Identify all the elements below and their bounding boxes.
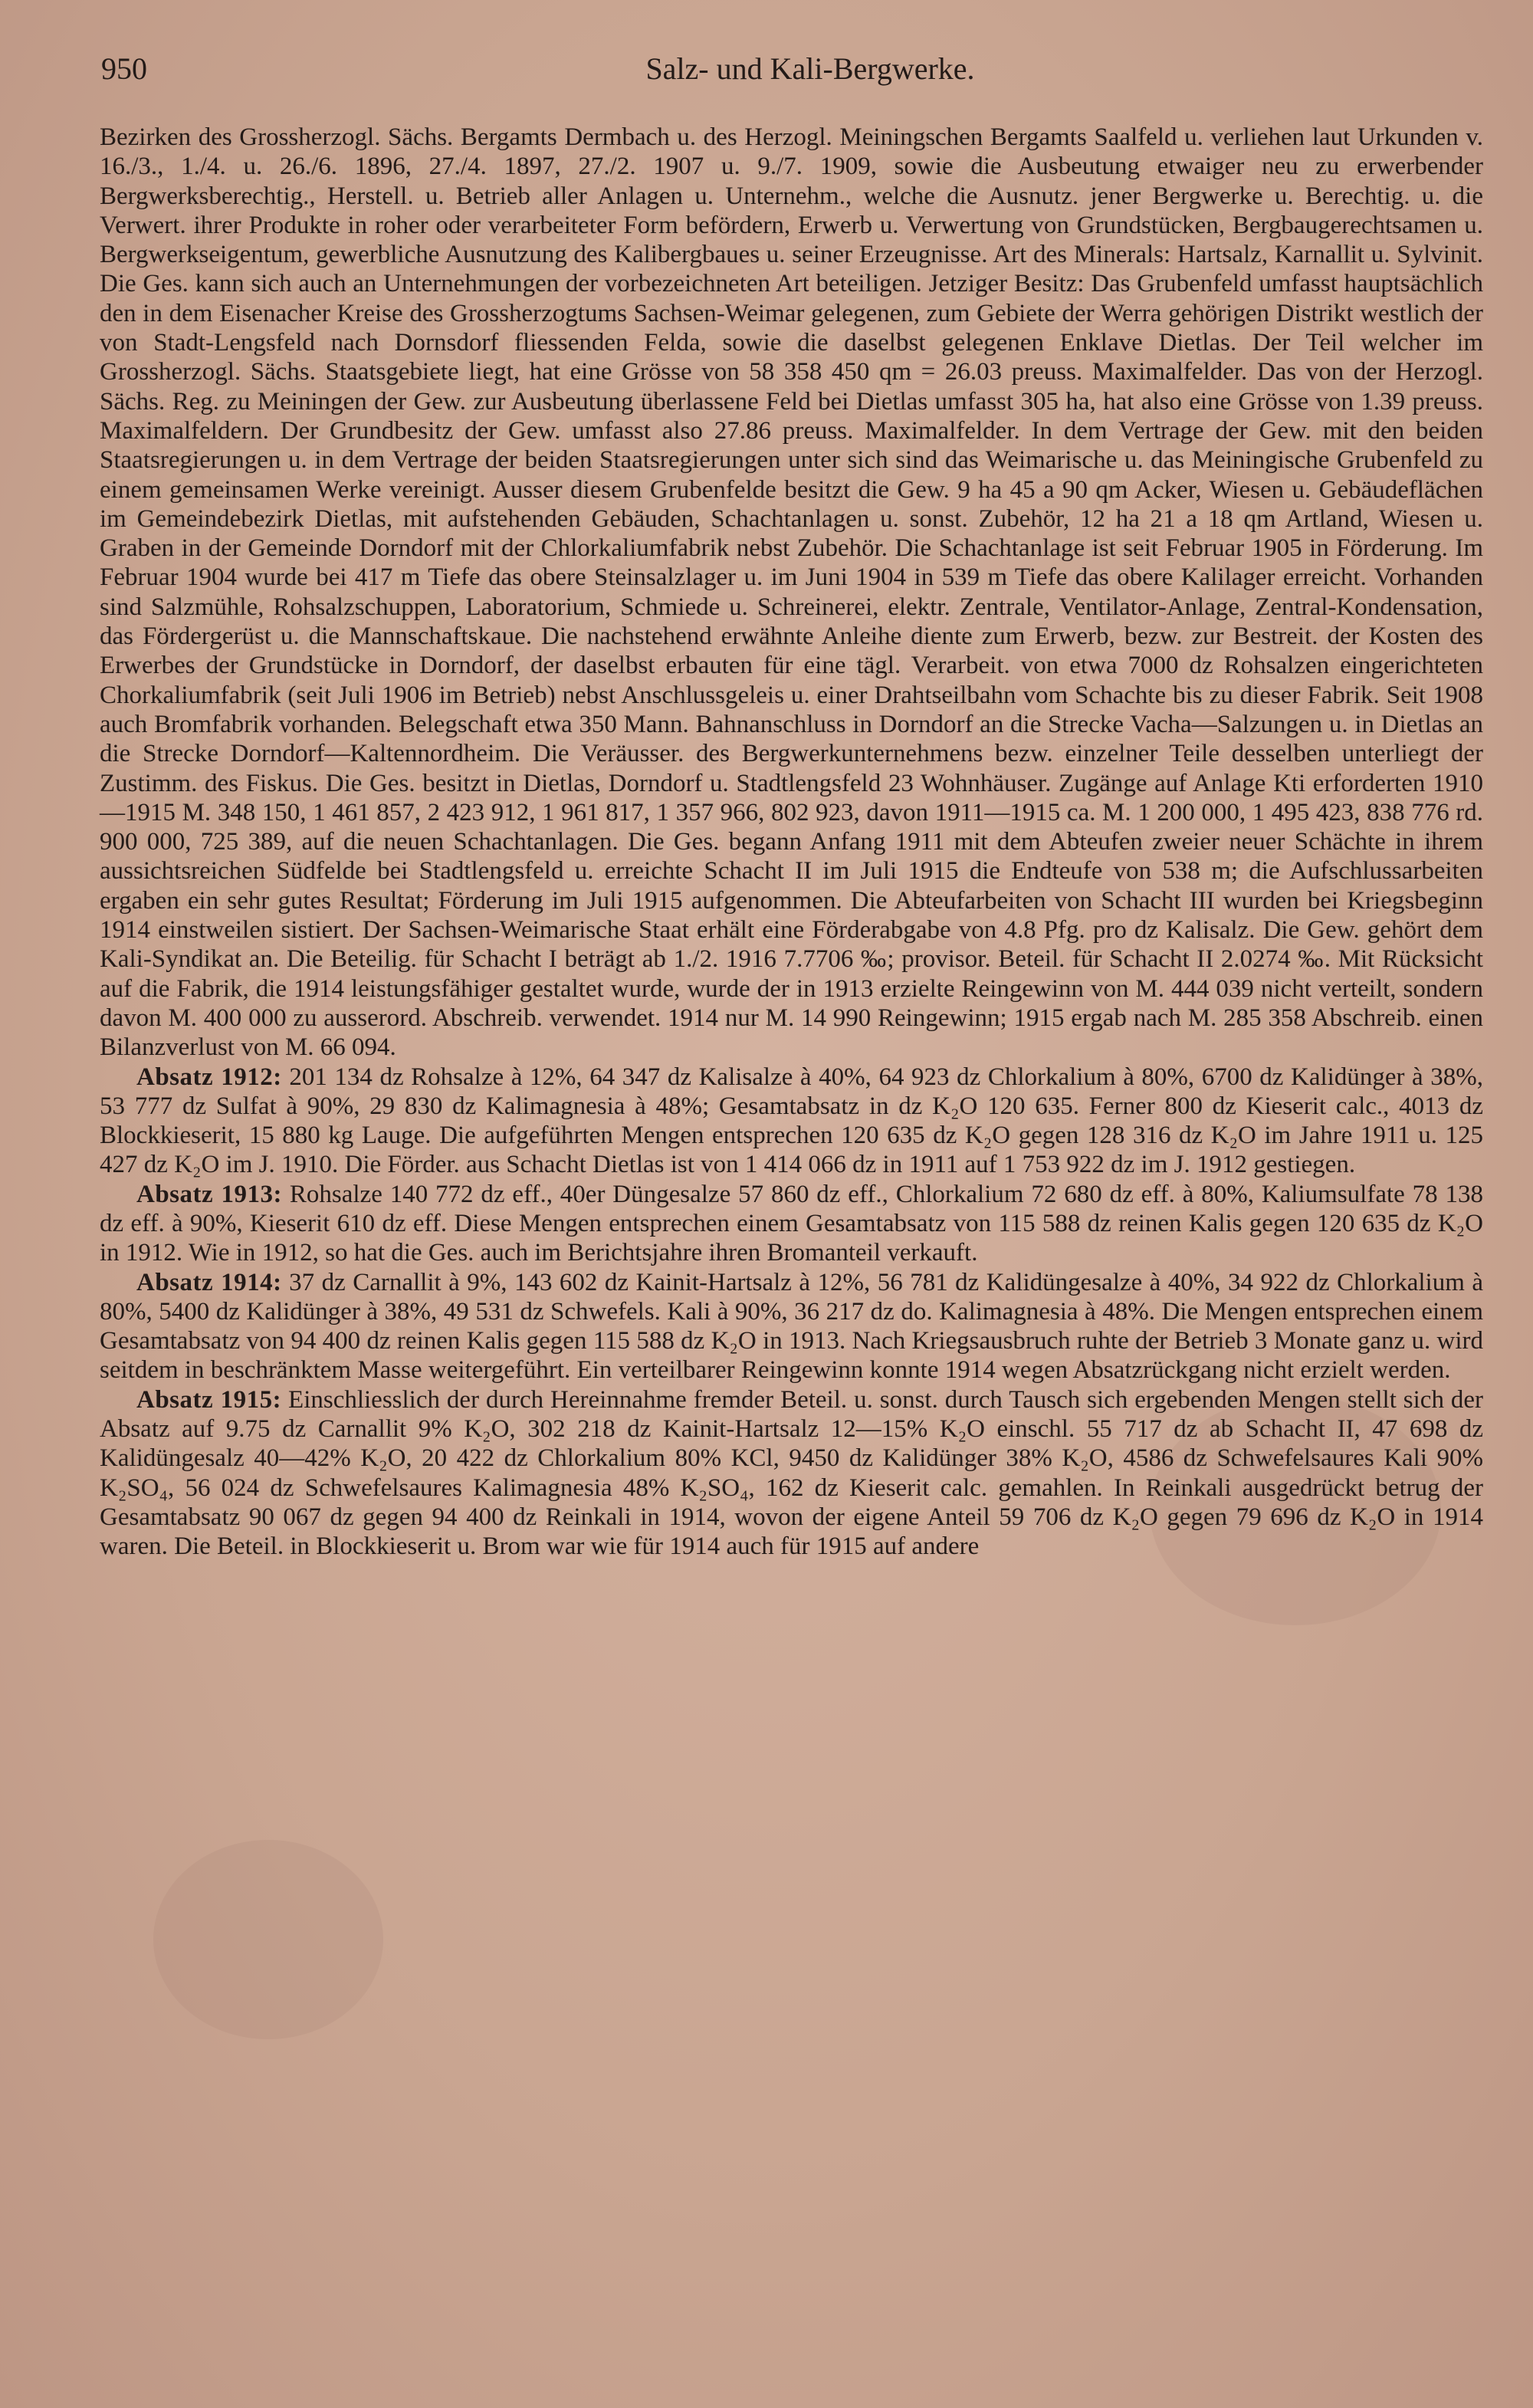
paper-stain bbox=[153, 1840, 383, 2039]
page-header bbox=[101, 51, 1473, 97]
paragraph-text: 37 dz Carnallit à 9%, 143 602 dz Kainit-Hartsalz à 12%, 56 781 dz Kalidüngesalze à 40%, 34 922 dz Chlorkalium à 80%, 5400 dz Kalidünger à 38%, 49 531 dz Schwefels. Kali à 90%, 36 217 dz do. Kalimagnesia à 48%. Die Mengen entsprechen einem Gesamtabsatz von 94 400 dz reinen Kalis gegen 115 588 dz K₂O in 1913. Nach Kriegsausbruch ruhte der Betrieb 3 Monate ganz u. wird seitdem in beschränktem Masse weitergeführt. Ein verteilbarer Reingewinn konnte 1914 wegen Absatzrückgang nicht erzielt werden. bbox=[100, 1268, 1484, 1385]
paragraph-label: Absatz 1914: bbox=[136, 1268, 282, 1296]
paragraph-absatz-1912 bbox=[100, 1063, 1483, 1180]
paragraph-label: Absatz 1915: bbox=[136, 1385, 282, 1414]
paragraph-label: Absatz 1912: bbox=[136, 1063, 282, 1091]
paragraph-absatz-1914 bbox=[100, 1268, 1483, 1385]
paragraph-absatz-1913 bbox=[100, 1180, 1483, 1268]
paragraph-text: Rohsalze 140 772 dz eff., 40er Düngesalze 57 860 dz eff., Chlorkalium 72 680 dz eff. à 80%, Kaliumsulfate 78 138 dz eff. à 90%, Kieserit 610 dz eff. Diese Mengen entsprechen einem Gesamtabsatz von 115 588 dz reinen Kalis gegen 120 635 dz K₂O in 1912. Wie in 1912, so hat die Ges. auch im Berichtsjahre ihren Bromanteil verkauft. bbox=[100, 1180, 1483, 1267]
running-title: Salz- und Kali-Bergwerke. bbox=[645, 51, 975, 86]
page-number: 950 bbox=[101, 51, 147, 86]
page-body bbox=[100, 123, 1483, 1562]
paragraph-text: Bezirken des Grossherzogl. Sächs. Bergamts Dermbach u. des Herzogl. Meiningschen Bergamts Saalfeld u. verliehen laut Urkunden v. 16./3., 1./4. u. 26./6. 1896, 27./4. 1897, 27./2. 1907 u. 9./7. 1909, sowie die Ausbeutung etwaiger neu zu erwerbender Bergwerksberechtig., Herstell. u. Betrieb aller Anlagen u. Unternehm., welche die Ausnutz. jener Bergwerke u. Berechtig. u. die Verwert. ihrer Produkte in roher oder verarbeiteter Form befördern, Erwerb u. Verwertung von Grundstücken, Bergbaugerechtsamen u. Bergwerkseigentum, gewerbliche Ausnutzung des Kalibergbaues u. seiner Erzeugnisse. Art des Minerals: Hartsalz, Karnallit u. Sylvinit. Die Ges. kann sich auch an Unternehmungen der vorbezeichneten Art beteiligen. Jetziger Besitz: Das Grubenfeld umfasst hauptsächlich den in dem Eisenacher Kreise des Grossherzogtums Sachsen-Weimar gelegenen, zum Gebiete der Werra gehörigen Distrikt westlich der von Stadt-Lengsfeld nach Dornsdorf fliessenden Felda, sowie die daselbst gelegenen Enklave Dietlas. Der Teil welcher im Grossherzogl. Sächs. Staatsgebiete liegt, hat eine Grösse von 58 358 450 qm = 26.03 preuss. Maximalfelder. Das von der Herzogl. Sächs. Reg. zu Meiningen der Gew. zur Ausbeutung überlassene Feld bei Dietlas umfasst 305 ha, hat also eine Grösse von 1.39 preuss. Maximalfeldern. Der Grundbesitz der Gew. umfasst also 27.86 preuss. Maximalfelder. In dem Vertrage der Gew. mit den beiden Staatsregierungen u. in dem Vertrage der beiden Staatsregierungen unter sich sind das Weimarische u. das Meiningische Grubenfeld zu einem gemeinsamen Werke vereinigt. Ausser diesem Grubenfelde besitzt die Gew. 9 ha 45 a 90 qm Acker, Wiesen u. Gebäudeflächen im Gemeindebezirk Dietlas, mit aufstehenden Gebäuden, Schachtanlagen u. sonst. Zubehör, 12 ha 21 a 18 qm Artland, Wiesen u. Graben in der Gemeinde Dorndorf mit der Chlorkaliumfabrik nebst Zubehör. Die Schachtanlage ist seit Februar 1905 in Förderung. Im Februar 1904 wurde bei 417 m Tiefe das obere Steinsalzlager u. im Juni 1904 in 539 m Tiefe das obere Kalilager erreicht. Vorhanden sind Salzmühle, Rohsalzschuppen, Laboratorium, Schmiede u. Schreinerei, elektr. Zentrale, Ventilator-Anlage, Zentral-Kondensation, das Fördergerüst u. die Mannschaftskaue. Die nachstehend erwähnte Anleihe diente zum Erwerb, bezw. zur Bestreit. der Kosten des Erwerbes der Grundstücke in Dorndorf, der daselbst erbauten für eine tägl. Verarbeit. von etwa 7000 dz Rohsalzen eingerichteten Chorkaliumfabrik (seit Juli 1906 im Betrieb) nebst Anschlussgeleis u. einer Drahtseilbahn vom Schachte bis zu dieser Fabrik. Seit 1908 auch Bromfabrik vorhanden. Belegschaft etwa 350 Mann. Bahnanschluss in Dorndorf an die Strecke Vacha—Salzungen u. in Dietlas an die Strecke Dorndorf—Kaltennordheim. Die Veräusser. des Bergwerkunternehmens bezw. einzelner Teile desselben unterliegt der Zustimm. des Fiskus. Die Ges. besitzt in Dietlas, Dorndorf u. Stadtlengsfeld 23 Wohnhäuser. Zugänge auf Anlage Kti erforderten 1910—1915 M. 348 150, 1 461 857, 2 423 912, 1 961 817, 1 357 966, 802 923, davon 1911—1915 ca. M. 1 200 000, 1 495 423, 838 776 rd. 900 000, 725 389, auf die neuen Schachtanlagen. Die Ges. begann Anfang 1911 mit dem Abteufen zweier neuer Schächte in ihrem aussichtsreichen Südfelde bei Stadtlengsfeld u. erreichte Schacht II im Juli 1915 die Endteufe von 538 m; die Aufschlussarbeiten ergaben ein sehr gutes Resultat; Förderung im Juli 1915 aufgenommen. Die Abteufarbeiten von Schacht III wurden bei Kriegsbeginn 1914 einstweilen sistiert. Der Sachsen-Weimarische Staat erhält eine Förderabgabe von 4.8 Pfg. pro dz Kalisalz. Die Gew. gehört dem Kali-Syndikat an. Die Beteilig. für Schacht I beträgt ab 1./2. 1916 7.7706 ‰; provisor. Beteil. für Schacht II 2.0274 ‰. Mit Rücksicht auf die Fabrik, die 1914 leistungsfähiger gestaltet wurde, wurde der in 1913 erzielte Reingewinn von M. 444 039 nicht verteilt, sondern davon M. 400 000 zu ausserord. Abschreib. verwendet. 1914 nur M. 14 990 Reingewinn; 1915 ergab nach M. 285 358 Abschreib. einen Bilanzverlust von M. 66 094. bbox=[100, 123, 1483, 1062]
paragraph-text: Einschliesslich der durch Hereinnahme fremder Beteil. u. sonst. durch Tausch sich ergebenden Mengen stellt sich der Absatz auf 9.75 dz Carnallit 9% K₂O, 302 218 dz Kainit-Hartsalz 12—15% K₂O einschl. 55 717 dz ab Schacht II, 47 698 dz Kalidüngesalz 40—42% K₂O, 20 422 dz Chlorkalium 80% KCl, 9450 dz Kalidünger 38% K₂O, 4586 dz Schwefelsaures Kali 90% K₂SO₄, 56 024 dz Schwefelsaures Kalimagnesia 48% K₂SO₄, 162 dz Kieserit calc. gemahlen. In Reinkali ausgedrückt betrug der Gesamtabsatz 90 067 dz gegen 94 400 dz Reinkali in 1914, wovon der eigene Anteil 59 706 dz K₂O gegen 79 696 dz K₂O in 1914 waren. Die Beteil. in Blockkieserit u. Brom war wie für 1914 auch für 1915 auf andere bbox=[100, 1385, 1484, 1561]
paragraph-label: Absatz 1913: bbox=[136, 1180, 283, 1208]
paragraph-text: 201 134 dz Rohsalze à 12%, 64 347 dz Kalisalze à 40%, 64 923 dz Chlorkalium à 80%, 6700 dz Kalidünger à 38%, 53 777 dz Sulfat à 90%, 29 830 dz Kalimagnesia à 48%; Gesamtabsatz in dz K₂O 120 635. Ferner 800 dz Kieserit calc., 4013 dz Blockkieserit, 15 880 kg Lauge. Die aufgeführten Mengen entsprechen 120 635 dz K₂O gegen 128 316 dz K₂O im Jahre 1911 u. 125 427 dz K₂O im J. 1910. Die Förder. aus Schacht Dietlas ist von 1 414 066 dz in 1911 auf 1 753 922 dz im J. 1912 gestiegen. bbox=[100, 1063, 1484, 1179]
paragraph-main bbox=[100, 123, 1483, 1063]
paragraph-absatz-1915 bbox=[100, 1385, 1483, 1562]
